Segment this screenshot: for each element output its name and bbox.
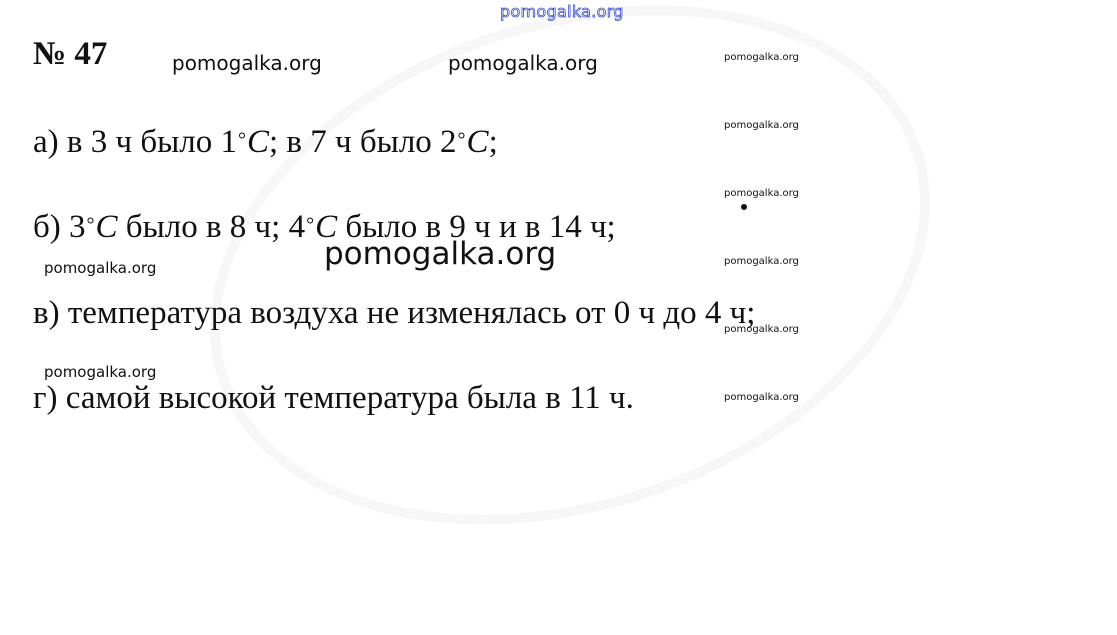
- watermark-side-1: pomogalka.org: [724, 52, 799, 63]
- celsius-unit: C: [466, 124, 489, 160]
- watermark-top: pomogalka.org: [500, 2, 624, 21]
- answer-b-suffix: было в 9 ч и в 14 ч;: [337, 209, 616, 245]
- answer-a-prefix: а) в 3 ч было 1: [33, 124, 237, 160]
- watermark-side-2: pomogalka.org: [724, 120, 799, 131]
- task-number: № 47: [33, 36, 108, 72]
- watermark-header-1: pomogalka.org: [172, 51, 322, 75]
- answer-a: [33, 124, 498, 161]
- celsius-unit: C: [247, 124, 270, 160]
- watermark-left-2: pomogalka.org: [44, 363, 157, 381]
- watermark-center: pomogalka.org: [324, 236, 557, 272]
- watermark-left-1: pomogalka.org: [44, 259, 157, 277]
- degree-symbol: °: [238, 129, 246, 151]
- degree-symbol: °: [457, 129, 466, 151]
- answer-d: г) самой высокой температура была в 11 ч.: [33, 380, 634, 416]
- degree-symbol: °: [86, 214, 95, 236]
- celsius-unit: C: [95, 209, 118, 245]
- watermark-side-3: pomogalka.org: [724, 188, 799, 199]
- answer-a-mid: ; в 7 ч было 2: [269, 124, 457, 160]
- watermark-header-2: pomogalka.org: [448, 51, 598, 75]
- watermark-side-4: pomogalka.org: [724, 256, 799, 267]
- stray-dot: [741, 204, 747, 210]
- watermark-side-6: pomogalka.org: [724, 392, 799, 403]
- celsius-unit: C: [315, 209, 338, 245]
- answer-b-prefix: б) 3: [33, 209, 86, 245]
- answer-c: в) температура воздуха не изменялась от 0 ч до 4 ч;: [33, 295, 756, 331]
- degree-symbol: °: [306, 214, 315, 236]
- watermark-side-5: pomogalka.org: [724, 324, 799, 335]
- answer-b-mid: было в 8 ч; 4: [117, 209, 306, 245]
- answer-a-suffix: ;: [488, 124, 498, 160]
